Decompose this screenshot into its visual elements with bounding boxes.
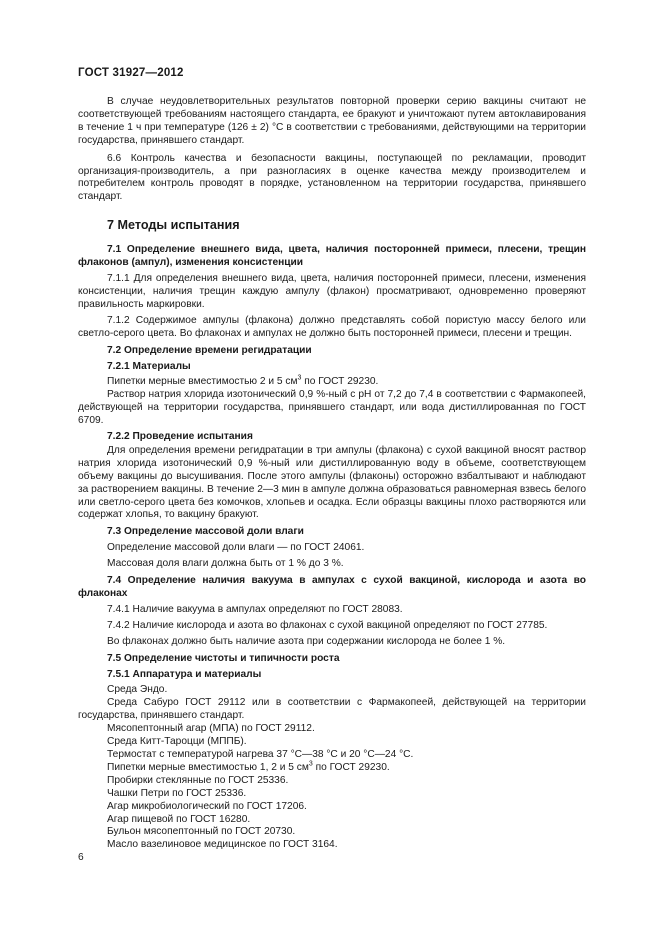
list-item: Масло вазелиновое медицинское по ГОСТ 3164. [107, 839, 338, 851]
paragraph-7-2-2: Для определения времени регидратации в три ампулы (флакона) с сухой вакциной вносят раствор натрия хлорида изотонический 0,9 %-ный или дистиллированную воду в объеме, соответствующем объему вакцины до высушивания. После этого ампулы (флаконы) осторожно взбалтывают и наблюдают за растворением вакцины. В течение 2—3 мин в ампуле должна образоваться равномерная взвесь белого или светло-серого цвета без комочков, хлопьев и осадка. Если образцы вакцины плохо растворяются или содержат хлопья, то вакцину бракуют. [78, 444, 586, 521]
paragraph-7-3-a: Определение массовой доли влаги — по ГОСТ 24061. [107, 542, 365, 554]
paragraph-7-1-2: 7.1.2 Содержимое ампулы (флакона) должно представлять собой пористую массу белого или светло-серого цвета. Во флаконах и ампулах не должно быть посторонней примеси, плесени и трещин. [78, 314, 586, 339]
subsection-heading-7-3: 7.3 Определение массовой доли влаги [107, 526, 304, 538]
subsection-heading-7-5: 7.5 Определение чистоты и типичности роста [107, 652, 340, 664]
paragraph-7-4-1: 7.4.1 Наличие вакуума в ампулах определяют по ГОСТ 28083. [107, 603, 403, 615]
list-item: Среда Китт-Тароцци (МППБ). [107, 736, 247, 748]
list-item: Чашки Петри по ГОСТ 25336. [107, 787, 247, 799]
section-heading-7: 7 Методы испытания [107, 218, 240, 233]
list-item: Агар микробиологический по ГОСТ 17206. [107, 800, 307, 812]
subsection-heading-7-2: 7.2 Определение времени регидратации [107, 344, 312, 356]
list-item: Пипетки мерные вместимостью 1, 2 и 5 $см^3$ по ГОСТ 29230. [107, 760, 390, 773]
paragraph-solution: Раствор натрия хлорида изотонический 0,9 %-ный с pH от 7,2 до 7,4 в соответствии с Фармакопеей, действующей на территории государства, принявшего стандарт, или вода дистиллированная по ГОСТ 6709. [78, 389, 586, 427]
page-body [78, 96, 586, 852]
subsection-heading-7-2-1: 7.2.1 Материалы [107, 360, 191, 372]
list-item: Пробирки стеклянные по ГОСТ 25336. [107, 774, 289, 786]
list-item: Мясопептонный агар (МПА) по ГОСТ 29112. [107, 723, 315, 735]
list-item: Агар пищевой по ГОСТ 16280. [107, 813, 251, 825]
list-item: Бульон мясопептонный по ГОСТ 20730. [107, 826, 296, 838]
page-number: 6 [78, 852, 84, 863]
list-item: Среда Сабуро ГОСТ 29112 или в соответствии с Фармакопеей, действующей на территории государства, принявшего стандарт. [78, 697, 586, 722]
subsection-heading-7-2-2: 7.2.2 Проведение испытания [107, 431, 253, 443]
paragraph-7-1-1: 7.1.1 Для определения внешнего вида, цвета, наличия посторонней примеси, плесени, изменения консистенции, наличия трещин каждую ампулу (флакон) просматривают, одновременно проверяют правильность маркировки. [78, 273, 586, 310]
list-item: Термостат с температурой нагрева 37 °С—38 °С и 20 °С—24 °С. [107, 748, 414, 760]
page-header: ГОСТ 31927—2012 [78, 67, 184, 79]
paragraph: В случае неудовлетворительных результатов повторной проверки серию вакцины считают не соответствующей требованиям настоящего стандарта, ее бракуют и уничтожают путем автоклавирования в течение 1 ч при температуре (126 ± 2) °С в соответствии с требованиями, действующими на территории государства, принявшего стандарт. [78, 96, 586, 146]
paragraph-6-6: 6.6 Контроль качества и безопасности вакцины, поступающей по рекламации, проводит организация-производитель, а при разногласиях в оценке качества между производителем и потребителем контроль проводят в порядке, установленном на территории государства, принявшего стандарт. [78, 152, 586, 203]
paragraph-7-4-c: Во флаконах должно быть наличие азота при содержании кислорода не более 1 %. [107, 635, 506, 647]
paragraph-7-4-2: 7.4.2 Наличие кислорода и азота во флаконах с сухой вакциной определяют по ГОСТ 27785. [107, 619, 548, 631]
paragraph-7-3-b: Массовая доля влаги должна быть от 1 % до 3 %. [107, 558, 344, 570]
list-item: Среда Эндо. [107, 684, 168, 696]
subsection-heading-7-5-1: 7.5.1 Аппаратура и материалы [107, 668, 262, 680]
subsection-heading-7-4: 7.4 Определение наличия вакуума в ампулах с сухой вакциной, кислорода и азота во флаконах [78, 575, 586, 599]
paragraph-pipettes: Пипетки мерные вместимостью 2 и 5 $см^3$ по ГОСТ 29230. [107, 375, 379, 388]
subsection-heading-7-1: 7.1 Определение внешнего вида, цвета, наличия посторонней примеси, плесени, трещин флаконов (ампул), изменения консистенции [78, 244, 586, 269]
